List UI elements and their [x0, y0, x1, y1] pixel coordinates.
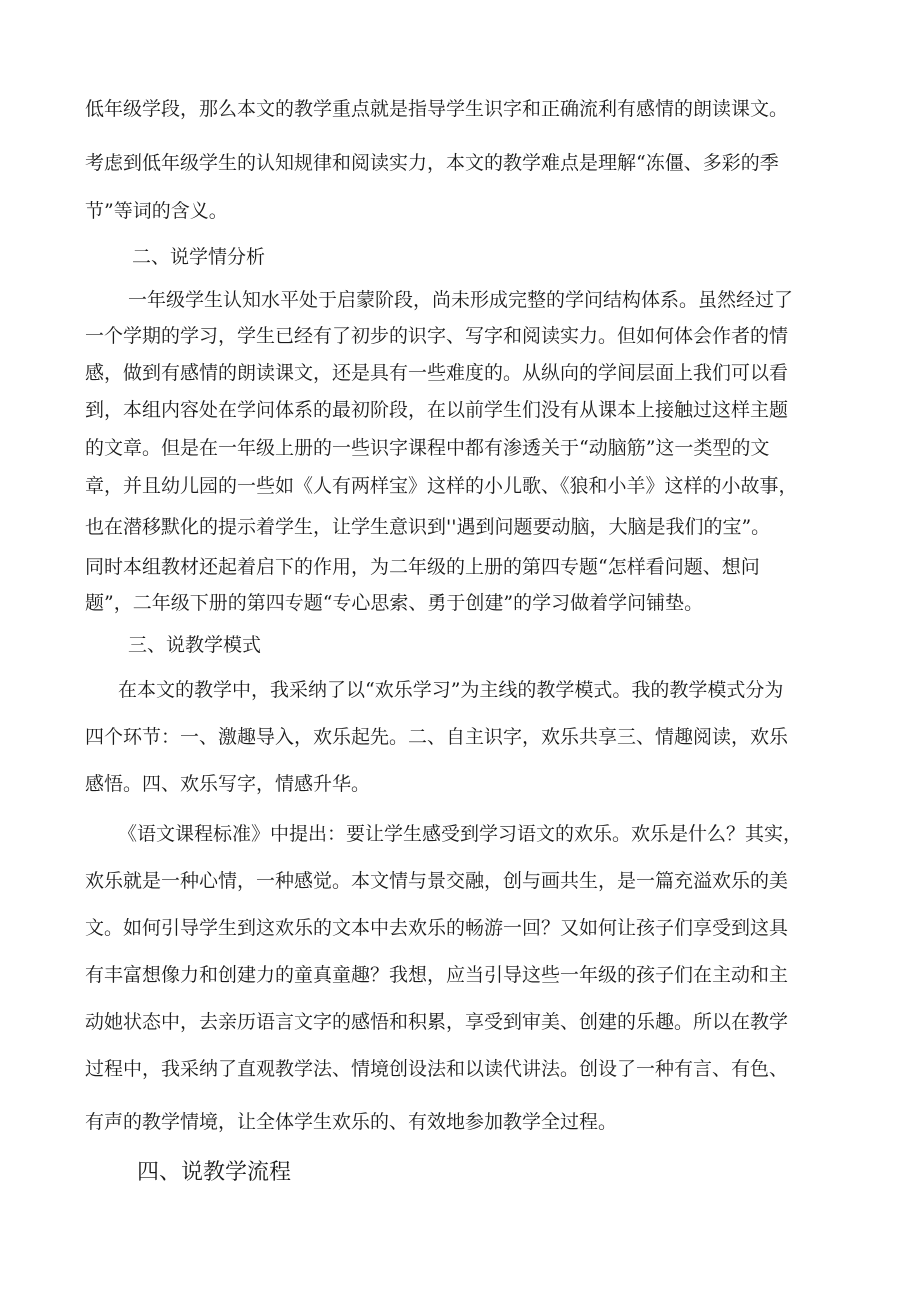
- paragraph-line: 有声的教学情境，让全体学生欢乐的、有效地参加教学全过程。: [85, 1111, 618, 1133]
- paragraph-line: 低年级学段，那么本文的教学重点就是指导学生识字和正确流利有感情的朗读课文。: [85, 98, 789, 120]
- paragraph-line: 《语文课程标准》中提出：要让学生感受到学习语文的欢乐。欢乐是什么？其实，: [118, 823, 803, 845]
- paragraph-line: 的文章。但是在一年级上册的一些识字课程中都有渗透关于“动脑筋”这一类型的文: [85, 437, 770, 459]
- paragraph-line: 题”，二年级下册的第四专题“专心思索、勇于创建”的学习做着学问铺垫。: [85, 592, 704, 614]
- paragraph-line: 也在潜移默化的提示着学生，让学生意识到''遇到问题要动脑，大脑是我们的宝”。: [85, 516, 771, 538]
- paragraph-line: 在本文的教学中，我采纳了以“欢乐学习”为主线的教学模式。我的教学模式分为: [118, 679, 784, 701]
- paragraph-line: 一个学期的学习，学生已经有了初步的识字、写字和阅读实力。但如何体会作者的情: [85, 325, 789, 347]
- paragraph-line: 文。如何引导学生到这欢乐的文本中去欢乐的畅游一回？又如何让孩子们享受到这具: [85, 917, 789, 939]
- paragraph-line: 欢乐就是一种心情，一种感觉。本文情与景交融，创与画共生，是一篇充溢欢乐的美: [85, 870, 789, 892]
- paragraph-line: 感，做到有感情的朗读课文，还是具有一些难度的。从纵向的学间层面上我们可以看: [85, 362, 789, 384]
- paragraph-line: 过程中，我采纳了直观教学法、情境创设法和以读代讲法。创设了一种有言、有色、: [85, 1058, 789, 1080]
- paragraph-line: 一年级学生认知水平处于启蒙阶段，尚未形成完整的学问结构体系。虽然经过了: [128, 289, 794, 311]
- paragraph-line: 章，并且幼儿园的一些如《人有两样宝》这样的小儿歌、《狼和小羊》这样的小故事，: [85, 475, 798, 497]
- section-heading: 三、说教学模式: [128, 634, 262, 656]
- paragraph-line: 四个环节：一、激趣导入，欢乐起先。二、自主识字，欢乐共享三、情趣阅读，欢乐: [85, 726, 789, 748]
- section-heading: 四、说教学流程: [137, 1160, 292, 1185]
- paragraph-line: 动她状态中，去亲历语言文字的感悟和积累，享受到审美、创建的乐趣。所以在教学: [85, 1011, 789, 1033]
- paragraph-line: 有丰富想像力和创建力的童真童趣？我想，应当引导这些一年级的孩子们在主动和主: [85, 964, 789, 986]
- paragraph-line: 感悟。四、欢乐写字，情感升华。: [85, 773, 371, 795]
- paragraph-line: 节”等词的含义。: [85, 200, 228, 222]
- section-heading: 二、说学情分析: [132, 246, 266, 268]
- paragraph-line: 考虑到低年级学生的认知规律和阅读实力，本文的教学难点是理解“冻僵、多彩的季: [85, 152, 779, 174]
- paragraph-line: 到，本组内容处在学问体系的最初阶段，在以前学生们没有从课本上接触过这样主题: [85, 399, 789, 421]
- paragraph-line: 同时本组教材还起着启下的作用，为二年级的上册的第四专题“怎样看问题、想问: [85, 556, 760, 578]
